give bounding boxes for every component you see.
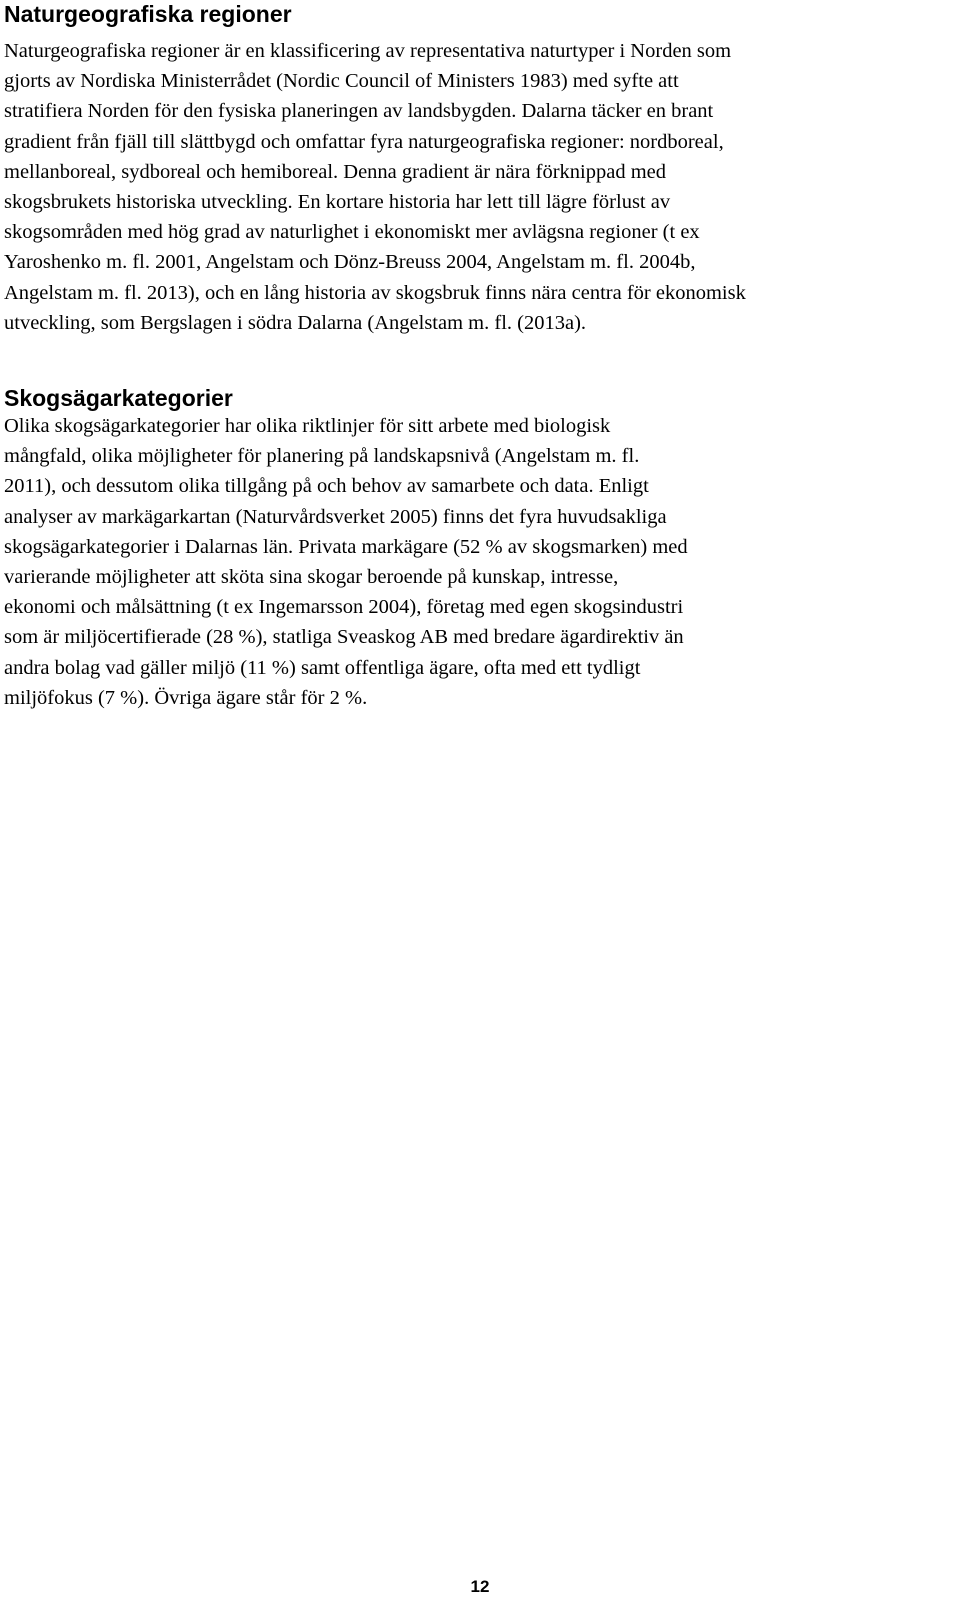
text-line: ekonomi och målsättning (t ex Ingemarsson 2004), företag med egen skogsindustri <box>4 596 684 619</box>
text-line: skogsområden med hög grad av naturlighet i ekonomiskt mer avlägsna regioner (t ex <box>4 221 700 244</box>
paragraph-skogsagarkategorier <box>4 411 954 713</box>
text-line: analyser av markägarkartan (Naturvårdsverket 2005) finns det fyra huvudsakliga <box>4 505 667 528</box>
text-line: Angelstam m. fl. 2013), och en lång historia av skogsbruk finns nära centra för ekonomisk <box>4 281 746 304</box>
text-line: andra bolag vad gäller miljö (11 %) samt offentliga ägare, ofta med ett tydligt <box>4 656 641 679</box>
text-line: som är miljöcertifierade (28 %), statliga Sveaskog AB med bredare ägardirektiv än <box>4 626 684 649</box>
text-line: varierande möjligheter att sköta sina skogar beroende på kunskap, intresse, <box>4 566 619 589</box>
text-line: gradient från fjäll till slättbygd och omfattar fyra naturgeografiska regioner: nordboreal, <box>4 130 724 153</box>
text-line: gjorts av Nordiska Ministerrådet (Nordic Council of Ministers 1983) med syfte att <box>4 70 679 93</box>
text-line: mellanboreal, sydboreal och hemiboreal. Denna gradient är nära förknippad med <box>4 160 666 183</box>
text-line: miljöfokus (7 %). Övriga ägare står för 2 %. <box>4 686 368 709</box>
section-heading-skogsagarkategorier: Skogsägarkategorier <box>4 385 233 411</box>
text-line: stratifiera Norden för den fysiska planeringen av landsbygden. Dalarna täcker en brant <box>4 100 714 123</box>
text-line: Yaroshenko m. fl. 2001, Angelstam och Dönz-Breuss 2004, Angelstam m. fl. 2004b, <box>4 251 696 274</box>
text-line: skogsbrukets historiska utveckling. En kortare historia har lett till lägre förlust av <box>4 191 671 214</box>
section-heading-naturgeografiska-regioner: Naturgeografiska regioner <box>4 1 292 27</box>
text-line: Naturgeografiska regioner är en klassificering av representativa naturtyper i Norden som <box>4 40 732 62</box>
page-number: 12 <box>470 1577 490 1596</box>
text-line: mångfald, olika möjligheter för planering på landskapsnivå (Angelstam m. fl. <box>4 445 640 468</box>
paragraph-naturgeografiska-regioner <box>4 36 954 338</box>
text-line: 2011), och dessutom olika tillgång på och behov av samarbete och data. Enligt <box>4 475 649 498</box>
text-line: Olika skogsägarkategorier har olika riktlinjer för sitt arbete med biologisk <box>4 415 611 437</box>
text-line: utveckling, som Bergslagen i södra Dalarna (Angelstam m. fl. (2013a). <box>4 311 587 334</box>
text-line: skogsägarkategorier i Dalarnas län. Privata markägare (52 % av skogsmarken) med <box>4 535 688 558</box>
